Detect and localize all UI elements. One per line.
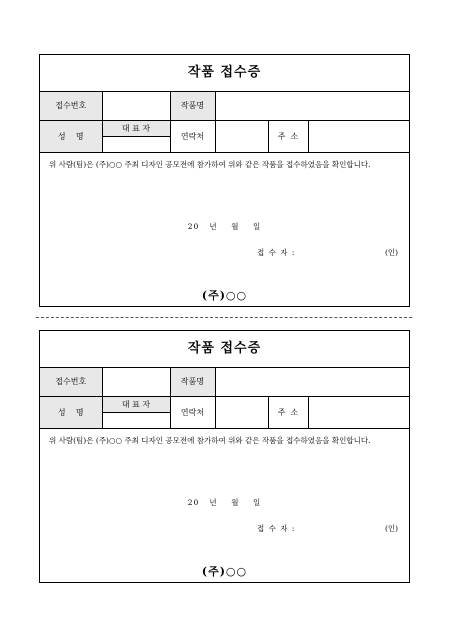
work-name-label: 작품명	[170, 92, 215, 120]
receipt-title: 작품 접수증	[40, 331, 409, 368]
representative-field[interactable]	[102, 136, 170, 152]
receiver-label: 접 수 자 :	[257, 248, 296, 257]
contact-field[interactable]	[215, 120, 268, 152]
date-line: 20 년 월 일	[187, 222, 262, 231]
address-label: 주 소	[268, 120, 308, 152]
receipt-no-field[interactable]	[102, 92, 170, 120]
date-line: 20 년 월 일	[187, 498, 262, 507]
receipt-title: 작품 접수증	[40, 55, 409, 92]
representative-label: 대 표 자	[102, 120, 170, 136]
receipt-info-table	[40, 368, 409, 429]
name-label: 성 명	[40, 120, 102, 152]
address-field[interactable]	[308, 396, 409, 428]
company-name: (주)○○	[201, 565, 248, 578]
address-label: 주 소	[268, 396, 308, 428]
name-label: 성 명	[40, 396, 102, 428]
receiver-label: 접 수 자 :	[257, 524, 296, 533]
receipt-no-label: 접수번호	[40, 92, 102, 120]
receipt-no-label: 접수번호	[40, 368, 102, 396]
confirmation-text: 위 사람(팀)은 (주)○○ 주최 디자인 공모전에 참가하여 위와 같은 작품을 접수하였음을 확인합니다.	[49, 435, 371, 445]
confirmation-text: 위 사람(팀)은 (주)○○ 주최 디자인 공모전에 참가하여 위와 같은 작품을 접수하였음을 확인합니다.	[49, 159, 371, 169]
address-field[interactable]	[308, 120, 409, 152]
representative-label: 대 표 자	[102, 396, 170, 412]
work-name-label: 작품명	[170, 368, 215, 396]
work-name-field[interactable]	[215, 368, 409, 396]
contact-field[interactable]	[215, 396, 268, 428]
company-name: (주)○○	[201, 289, 248, 302]
receipt-info-table	[40, 92, 409, 153]
seal-mark: (인)	[385, 248, 399, 257]
seal-mark: (인)	[385, 524, 399, 533]
cut-line	[36, 317, 412, 318]
receipt-no-field[interactable]	[102, 368, 170, 396]
receipt-form-bottom	[39, 330, 410, 583]
contact-label: 연락처	[170, 396, 215, 428]
representative-field[interactable]	[102, 412, 170, 428]
contact-label: 연락처	[170, 120, 215, 152]
work-name-field[interactable]	[215, 92, 409, 120]
receipt-form-top	[39, 54, 410, 307]
